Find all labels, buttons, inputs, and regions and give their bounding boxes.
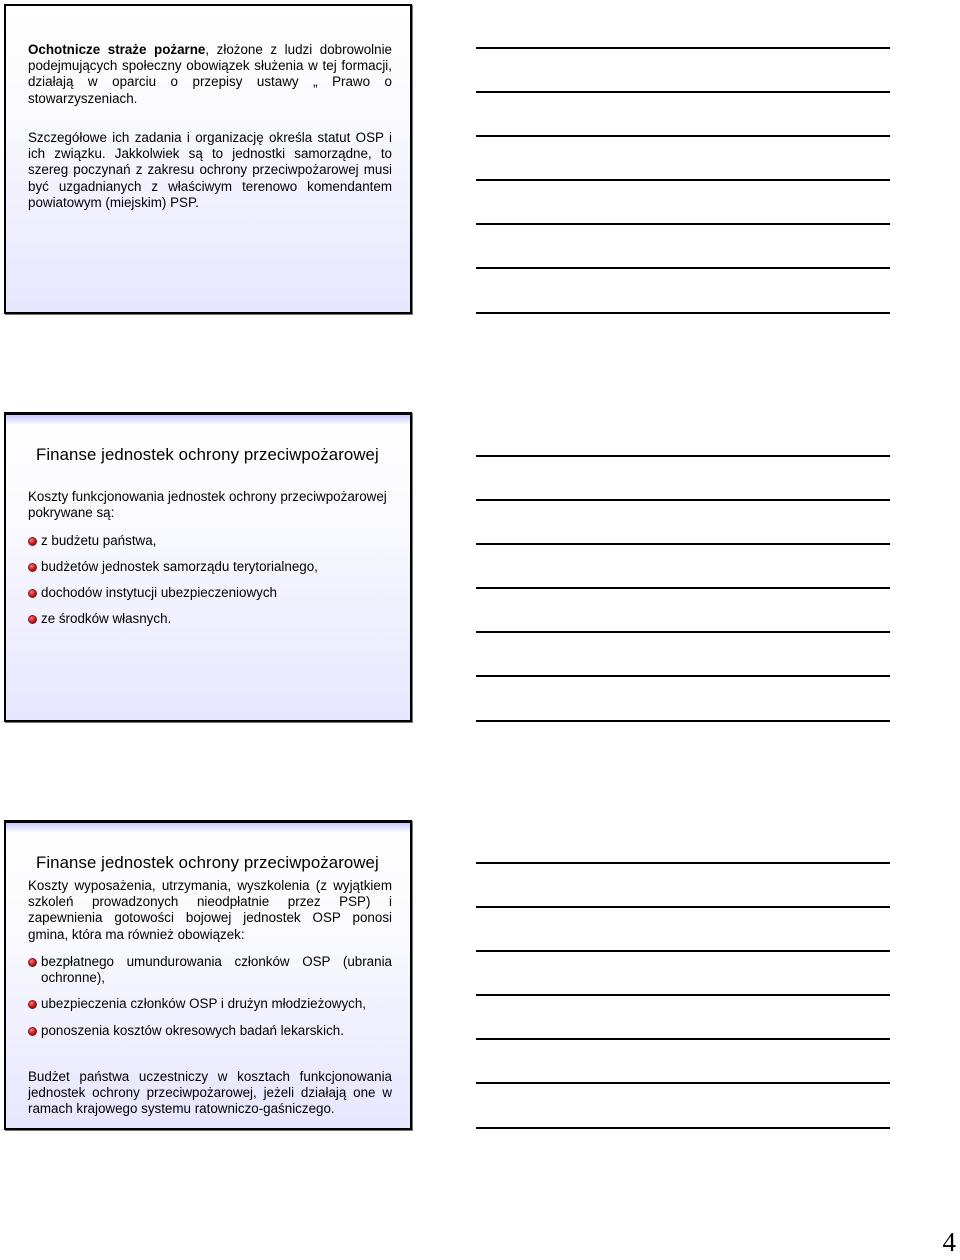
list-item-text: z budżetu państwa, — [41, 533, 157, 548]
slide-1 — [4, 4, 412, 314]
note-line — [476, 950, 890, 952]
slide-1-paragraph-2: Szczegółowe ich zadania i organizację określa statut OSP i ich związku. Jakkolwiek są to jednostki samorządne, to szereg poczynań z zakresu ochrony przeciwpożarowej musi być uzgadnianych z właściwym terenowo komendantem powiatowym (miejskim) PSP. — [28, 130, 392, 210]
bullet-icon — [28, 1000, 37, 1009]
page-number: 4 — [942, 1227, 956, 1257]
slide-2-intro: Koszty funkcjonowania jednostek ochrony przeciwpożarowej pokrywane są: — [28, 489, 387, 521]
bullet-icon — [28, 958, 37, 967]
note-line — [476, 223, 890, 225]
slide-2 — [4, 412, 412, 722]
bullet-icon — [28, 537, 37, 546]
note-line — [476, 455, 890, 457]
slide-3-intro: Koszty wyposażenia, utrzymania, wyszkolenia (z wyjątkiem szkoleń prowadzonych nieodpłatnie przez PSP) i zapewnienia gotowości bojowej jednostek OSP ponosi gmina, która ma również obowiązek: — [28, 878, 392, 942]
slide-3-title: Finanse jednostek ochrony przeciwpożarowej — [36, 853, 379, 872]
slide-2-bullet-list — [28, 533, 392, 637]
note-line — [476, 1082, 890, 1084]
list-item — [28, 611, 392, 637]
note-line — [476, 906, 890, 908]
note-line — [476, 312, 890, 314]
list-item-text: ze środków własnych. — [41, 611, 172, 626]
slide-1-paragraph-1-text: , złożone z ludzi dobrowolnie podejmujących społeczny obowiązek służenia w tej formacji, działają w oparciu o przepisy ustawy „ Prawo o stowarzyszeniach. — [28, 42, 392, 106]
list-item — [28, 585, 392, 611]
note-line — [476, 135, 890, 137]
list-item-text: dochodów instytucji ubezpieczeniowych — [41, 585, 277, 600]
note-line — [476, 1038, 890, 1040]
slide-3-bullet-list — [28, 954, 392, 1050]
slide-1-paragraph-1 — [28, 42, 392, 107]
list-item-text: ponoszenia kosztów okresowych badań lekarskich. — [41, 1023, 344, 1038]
bullet-icon — [28, 563, 37, 572]
note-line — [476, 720, 890, 722]
slide-3-closing: Budżet państwa uczestniczy w kosztach funkcjonowania jednostek ochrony przeciwpożarowej, jeżeli działają one w ramach krajowego systemu ratowniczo-gaśniczego. — [28, 1069, 392, 1117]
bullet-icon — [28, 589, 37, 598]
list-item — [28, 533, 392, 559]
note-line — [476, 499, 890, 501]
bullet-icon — [28, 1027, 37, 1036]
slide-2-title: Finanse jednostek ochrony przeciwpożarowej — [36, 445, 379, 464]
list-item-text: budżetów jednostek samorządu terytorialnego, — [41, 559, 318, 574]
list-item — [28, 559, 392, 585]
note-line — [476, 1127, 890, 1129]
note-line — [476, 47, 890, 49]
list-item — [28, 1023, 392, 1050]
bullet-icon — [28, 615, 37, 624]
note-line — [476, 267, 890, 269]
note-line — [476, 179, 890, 181]
note-line — [476, 675, 890, 677]
list-item-text: ubezpieczenia członków OSP i drużyn młodzieżowych, — [41, 996, 367, 1011]
note-line — [476, 543, 890, 545]
list-item — [28, 996, 392, 1023]
note-line — [476, 862, 890, 864]
slide-3 — [4, 820, 412, 1130]
note-line — [476, 631, 890, 633]
slide-1-bold-lead: Ochotnicze straże pożarne — [28, 42, 206, 57]
list-item-text: bezpłatnego umundurowania członków OSP (ubrania ochronne), — [41, 954, 392, 986]
list-item — [28, 954, 392, 996]
note-line — [476, 994, 890, 996]
note-line — [476, 587, 890, 589]
note-line — [476, 91, 890, 93]
